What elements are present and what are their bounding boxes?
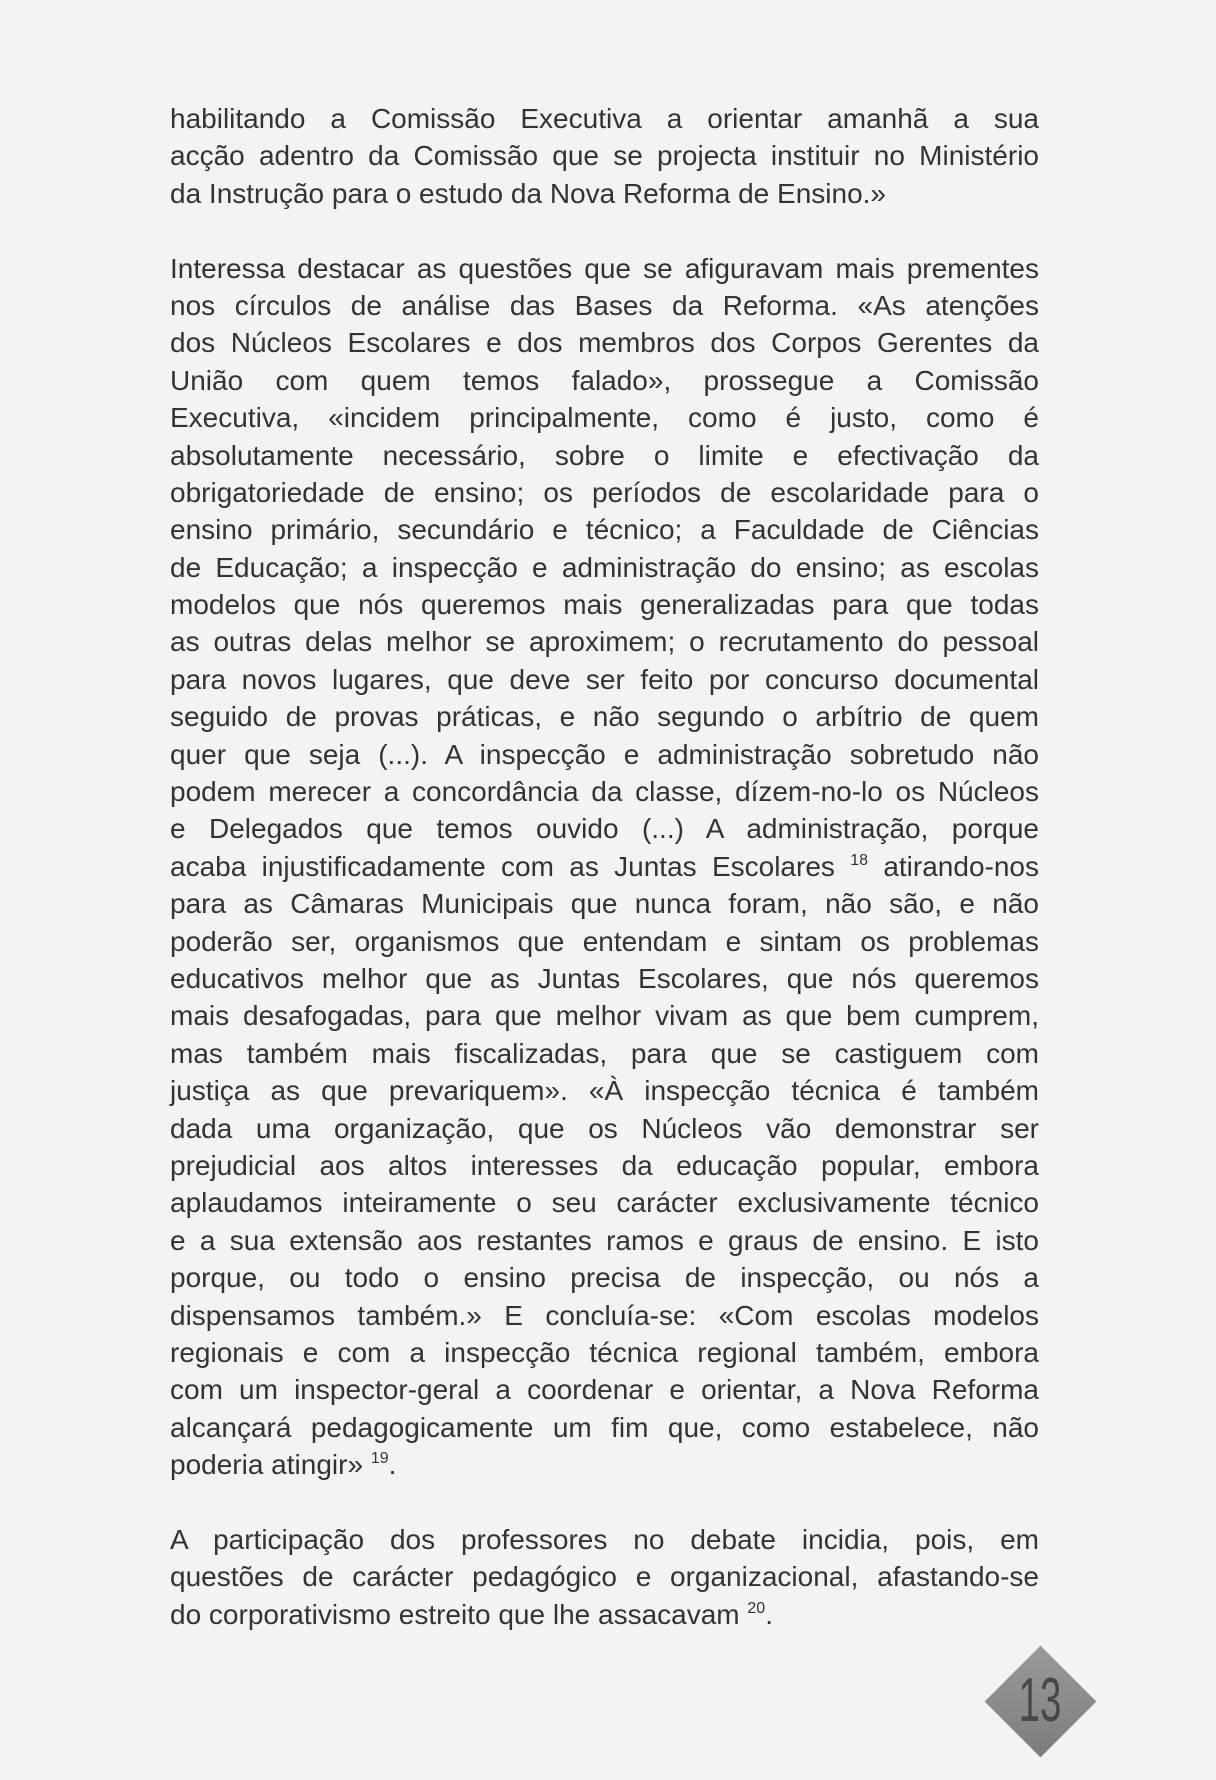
body-text [170, 100, 1039, 1633]
text-line: dos Núcleos Escolares e dos membros dos Corpos Gerentes da [170, 327, 1039, 359]
text-line: da Instrução para o estudo da Nova Reforma de Ensino.» [170, 177, 886, 209]
text-segment: poderia atingir» [170, 1449, 371, 1481]
text-segment: acaba injustificadamente com as Juntas Escolares [170, 850, 851, 882]
text-line: absolutamente necessário, sobre o limite e efectivação da [170, 439, 1039, 471]
text-line [170, 848, 1039, 885]
text-segment: . [765, 1598, 773, 1630]
text-segment: do corporativismo estreito que lhe assacavam [170, 1598, 748, 1630]
text-line: de Educação; a inspecção e administração do ensino; as escolas [170, 551, 1039, 583]
text-line: modelos que nós queremos mais generalizadas para que todas [170, 589, 1039, 621]
text-line: dispensamos também.» E concluía-se: «Com escolas modelos [170, 1299, 1039, 1331]
text-line: podem merecer a concordância da classe, dízem-no-lo os Núcleos [170, 776, 1039, 808]
footnote-ref: 18 [850, 851, 869, 869]
text-line: porque, ou todo o ensino precisa de inspecção, ou nós a [170, 1262, 1039, 1294]
text-line [170, 1446, 1039, 1483]
text-line: ensino primário, secundário e técnico; a Faculdade de Ciências [170, 514, 1039, 546]
text-line: com um inspector-geral a coordenar e orientar, a Nova Reforma [170, 1374, 1039, 1406]
text-line: aplaudamos inteiramente o seu carácter exclusivamente técnico [170, 1187, 1039, 1219]
text-line: as outras delas melhor se aproximem; o recrutamento do pessoal [170, 626, 1039, 658]
text-line: justiça as que prevariquem». «À inspecção técnica é também [170, 1075, 1039, 1107]
text-line: e Delegados que temos ouvido (...) A administração, porque [170, 813, 1039, 845]
text-line: A participação dos professores no debate incidia, pois, em [170, 1523, 1039, 1555]
text-line: e a sua extensão aos restantes ramos e graus de ensino. E isto [170, 1224, 1039, 1256]
text-line: dada uma organização, que os Núcleos vão demonstrar ser [170, 1112, 1039, 1144]
text-line: mais desafogadas, para que melhor vivam as que bem cumprem, [170, 1000, 1039, 1032]
footnote-ref: 20 [747, 1599, 766, 1617]
text-segment: atirando-nos [868, 850, 1039, 882]
text-line: para novos lugares, que deve ser feito por concurso documental [170, 663, 1039, 695]
text-line: educativos melhor que as Juntas Escolares, que nós queremos [170, 962, 1039, 994]
text-line: regionais e com a inspecção técnica regional também, embora [170, 1336, 1039, 1368]
paragraph [170, 1521, 1039, 1633]
text-line: questões de carácter pedagógico e organizacional, afastando-se [170, 1561, 1039, 1593]
text-line: habilitando a Comissão Executiva a orientar amanhã a sua [170, 103, 1039, 134]
text-line: nos círculos de análise das Bases da Reforma. «As atenções [170, 289, 1039, 321]
text-line: União com quem temos falado», prossegue a Comissão [170, 364, 1039, 396]
text-segment: . [388, 1449, 397, 1481]
footnote-ref: 19 [370, 1450, 389, 1468]
paragraph [170, 250, 1039, 1484]
text-line: Executiva, «incidem principalmente, como é justo, como é [170, 402, 1039, 434]
text-line: alcançará pedagogicamente um fim que, como estabelece, não [170, 1411, 1039, 1443]
text-line [170, 1596, 1039, 1633]
paragraph [170, 100, 1039, 212]
text-line: acção adentro da Comissão que se projecta instituir no Ministério [170, 140, 1039, 172]
text-line: Interessa destacar as questões que se afiguravam mais prementes [170, 252, 1039, 284]
text-line: prejudicial aos altos interesses da educação popular, embora [170, 1149, 1039, 1181]
text-line: quer que seja (...). A inspecção e administração sobretudo não [170, 738, 1039, 770]
page-number: 13 [1018, 1666, 1062, 1735]
text-line: obrigatoriedade de ensino; os períodos de escolaridade para o [170, 476, 1039, 508]
text-line: para as Câmaras Municipais que nunca foram, não são, e não [170, 888, 1039, 920]
text-line: poderão ser, organismos que entendam e sintam os problemas [170, 925, 1039, 957]
text-line: mas também mais fiscalizadas, para que se castiguem com [170, 1037, 1039, 1069]
text-line: seguido de provas práticas, e não segundo o arbítrio de quem [170, 701, 1039, 733]
